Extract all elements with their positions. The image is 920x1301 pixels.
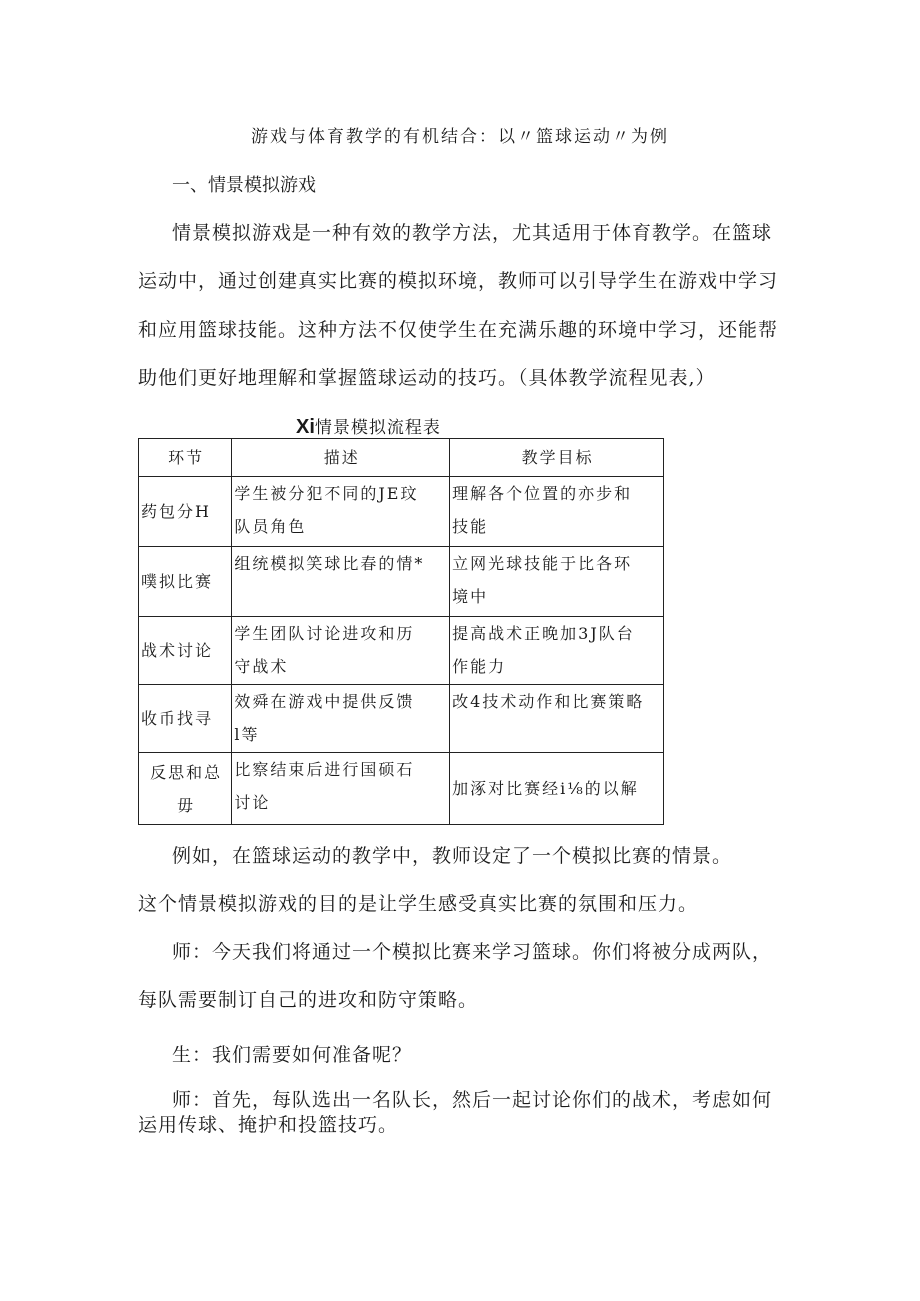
stage-cell — [139, 753, 232, 825]
document-title: 游戏与体育教学的有机结合：以〃篮球运动〃为例 — [251, 127, 669, 147]
body-line-7: 运用传球、掩护和投篮技巧。 — [138, 1114, 399, 1136]
table-row — [139, 753, 664, 825]
description-line: 比察结束后进行国硕石 — [234, 760, 415, 779]
body-line-4: 每队需要制订自己的进攻和防守策略。 — [138, 989, 479, 1011]
goal-cell — [450, 547, 664, 617]
table-row — [139, 617, 664, 685]
table-row — [139, 477, 664, 547]
body-line-3: 师：今天我们将通过一个模拟比赛来学习篮球。你们将被分成两队， — [172, 941, 773, 963]
description-cell — [232, 617, 450, 685]
table-row — [139, 547, 664, 617]
description-cell — [232, 477, 450, 547]
goal-line: 提高战术正晚加3J队台 — [452, 624, 635, 643]
stage-cell: 药包分H — [139, 477, 232, 547]
table-caption — [296, 413, 441, 439]
goal-line: 境中 — [452, 587, 489, 606]
header-goal: 教学目标 — [450, 439, 664, 477]
description-line: 学生团队讨论进攻和历 — [234, 624, 415, 643]
goal-line: 理解各个位置的亦步和 — [452, 484, 633, 503]
goal-line: 改4技术动作和比赛策略 — [452, 692, 645, 711]
header-description: 描述 — [232, 439, 450, 477]
goal-line: 作能力 — [452, 657, 507, 676]
intro-line-4: 助他们更好地理解和掌握篮球运动的技巧。（具体教学流程见表,） — [138, 367, 716, 389]
intro-line-1: 情景模拟游戏是一种有效的教学方法，尤其适用于体育教学。在篮球 — [172, 222, 773, 244]
stage-line: 反思和总 — [150, 762, 223, 782]
description-cell — [232, 685, 450, 753]
table-caption-prefix: Xi — [296, 416, 315, 438]
description-line: 效舜在游戏中提供反馈 — [234, 692, 415, 711]
goal-cell — [450, 477, 664, 547]
flow-table — [138, 438, 664, 825]
table-caption-text: 情景模拟流程表 — [314, 418, 441, 438]
body-line-1: 例如，在篮球运动的教学中，教师设定了一个模拟比赛的情景。 — [172, 845, 733, 867]
description-line: 队员角色 — [234, 517, 307, 536]
description-line: 学生被分犯不同的JE玟 — [234, 484, 419, 503]
goal-line: 技能 — [452, 517, 489, 536]
intro-line-3: 和应用篮球技能。这种方法不仅使学生在充满乐趣的环境中学习，还能帮 — [138, 319, 779, 341]
description-line: 组统模拟笑球比春的情* — [234, 554, 425, 573]
body-line-2: 这个情景模拟游戏的目的是让学生感受真实比赛的氛围和压力。 — [138, 893, 699, 915]
body-line-5: 生：我们需要如何准备呢？ — [172, 1044, 413, 1066]
goal-cell — [450, 617, 664, 685]
description-line: l等 — [234, 725, 260, 744]
goal-line: 立网光球技能于比各环 — [452, 554, 633, 573]
stage-line: 毋 — [177, 795, 196, 815]
body-line-6: 师：首先，每队选出一名队长，然后一起讨论你们的战术，考虑如何 — [172, 1089, 773, 1111]
description-cell — [232, 753, 450, 825]
stage-cell: 战术讨论 — [139, 617, 232, 685]
description-cell — [232, 547, 450, 617]
goal-line: 加涿对比赛经i⅛的以解 — [452, 779, 639, 798]
table-row — [139, 685, 664, 753]
intro-line-2: 运动中，通过创建真实比赛的模拟环境，教师可以引导学生在游戏中学习 — [138, 270, 779, 292]
goal-cell — [450, 753, 664, 825]
goal-cell — [450, 685, 664, 753]
section-heading: 一、情景模拟游戏 — [172, 175, 316, 196]
description-line: 讨论 — [234, 793, 271, 812]
stage-cell: 噗拟比赛 — [139, 547, 232, 617]
stage-cell: 收币找寻 — [139, 685, 232, 753]
header-stage: 环节 — [139, 439, 232, 477]
description-line: 守战术 — [234, 657, 289, 676]
table-header-row — [139, 439, 664, 477]
